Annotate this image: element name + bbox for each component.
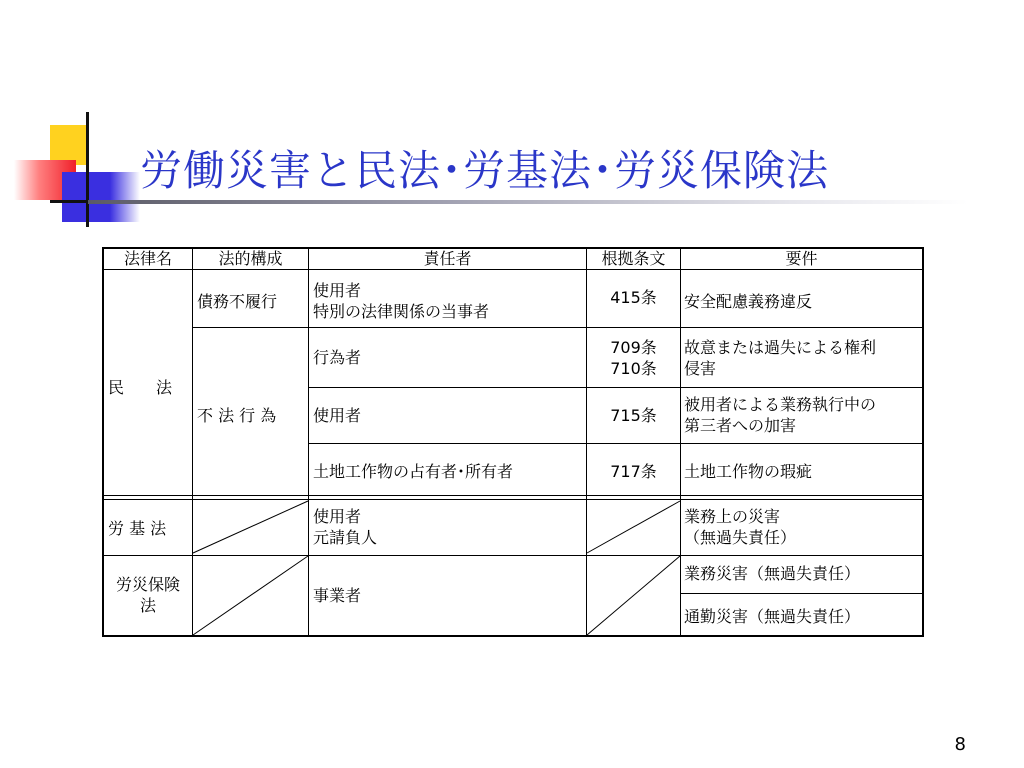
page-number: 8 (954, 734, 966, 755)
person-row1-line2: 特別の法律関係の当事者 (313, 302, 490, 321)
construct-saimu-furiko: 債務不履行 (197, 292, 278, 311)
article-709: 709条 (610, 338, 657, 357)
logo-yellow-square (50, 125, 88, 165)
person-row3: 使用者 (313, 406, 362, 425)
law-rosai-line2: 法 (139, 596, 156, 615)
construct-fuho-koi: 不 法 行 為 (197, 406, 277, 425)
law-minpo: 民 法 (108, 378, 173, 397)
article-415: 415条 (610, 288, 657, 307)
logo-vertical-line (86, 112, 89, 227)
person-row1-line1: 使用者 (313, 281, 362, 300)
law-rosai-line1: 労災保険 (115, 575, 180, 594)
header-responsible-party: 責任者 (423, 249, 472, 268)
rokiho-req-line1: 業務上の災害 (684, 507, 781, 526)
rokiho-person-line2: 元請負人 (313, 528, 378, 547)
slide-logo (0, 0, 140, 240)
law-rokiho: 労 基 法 (108, 519, 167, 538)
title-underline (88, 200, 968, 204)
header-article: 根拠条文 (601, 249, 666, 268)
rosai-req-commute: 通勤災害（無過失責任） (684, 607, 861, 626)
logo-blue-fade (110, 172, 140, 222)
rosai-req-work: 業務災害（無過失責任） (684, 564, 861, 583)
rokiho-person-line1: 使用者 (313, 507, 362, 526)
header-law-name: 法律名 (123, 249, 172, 268)
rokiho-req-line2: （無過失責任） (684, 528, 797, 547)
req-row3-line2: 第三者への加害 (684, 416, 797, 435)
slide-title: 労働災害と民法･労基法･労災保険法 (140, 146, 830, 195)
req-row2-line1: 故意または過失による権利 (684, 338, 877, 357)
req-row3-line1: 被用者による業務執行中の (684, 395, 877, 414)
req-row1: 安全配慮義務違反 (684, 292, 813, 311)
rosai-person: 事業者 (313, 586, 362, 605)
header-legal-construct: 法的構成 (218, 249, 283, 268)
req-row2-line2: 侵害 (684, 359, 717, 378)
article-715: 715条 (610, 406, 657, 425)
person-row2: 行為者 (313, 348, 362, 367)
article-717: 717条 (610, 462, 657, 481)
person-row4: 土地工作物の占有者･所有者 (313, 462, 514, 481)
law-table (102, 247, 924, 637)
req-row4: 土地工作物の瑕疵 (684, 462, 813, 481)
article-710: 710条 (610, 359, 657, 378)
header-requirements: 要件 (785, 249, 818, 268)
